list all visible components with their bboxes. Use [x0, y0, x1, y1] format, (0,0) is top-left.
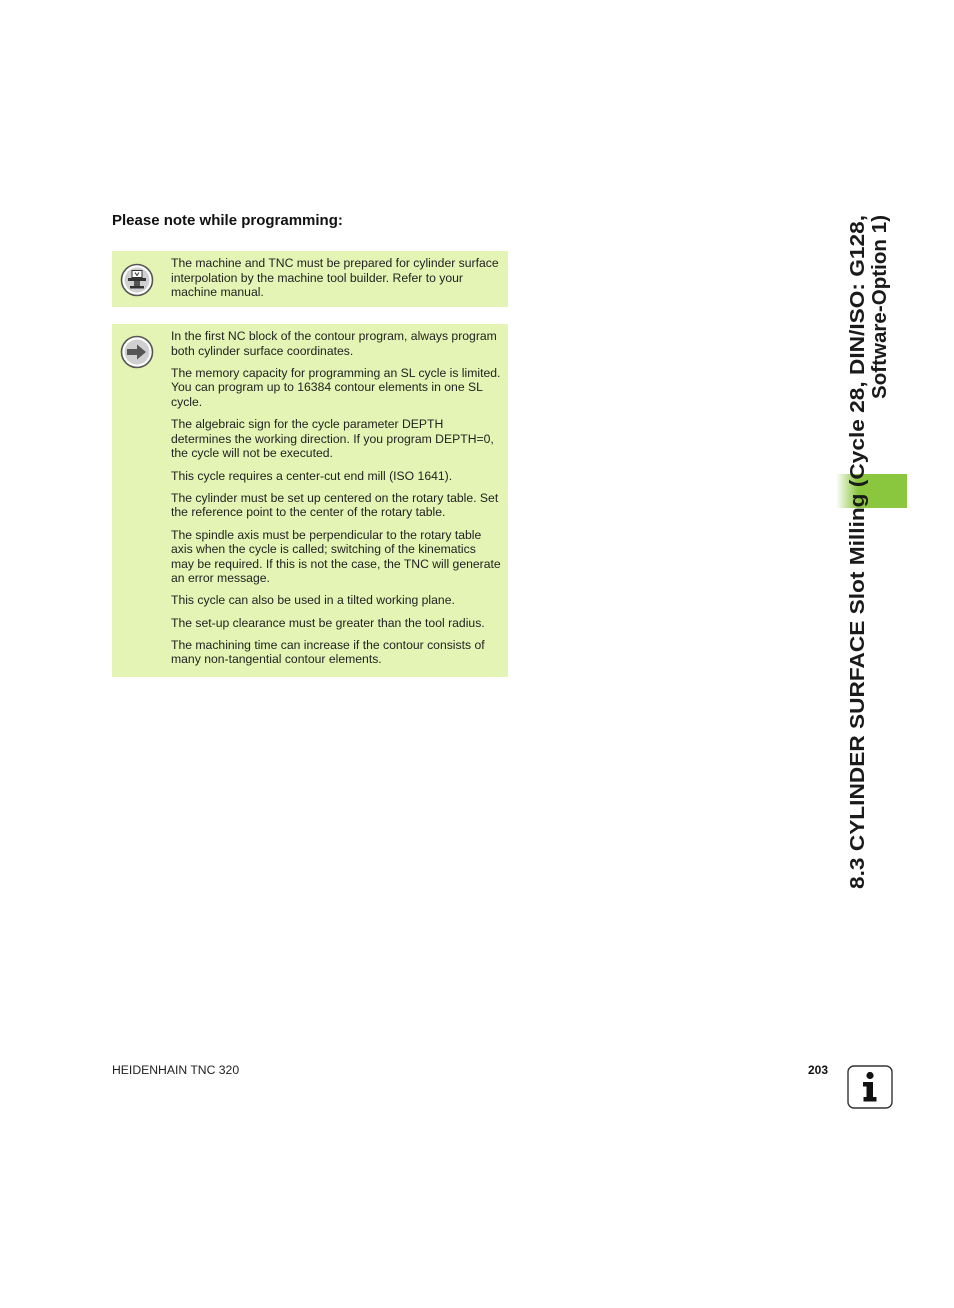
info-note-paragraph: The memory capacity for programming an SL cycle is limited. You can program up to 16384 contour elements in one SL cycle. — [171, 365, 501, 409]
info-note-paragraph: In the first NC block of the contour program, always program both cylinder surface coordinates. — [171, 329, 497, 358]
machine-note-text — [171, 256, 502, 307]
info-note-paragraph: The spindle axis must be perpendicular to the rotary table axis when the cycle is called; switching of the kinematics may be required. If this is not the case, the TNC will generate an error message. — [171, 527, 501, 586]
info-note-paragraph: The set-up clearance must be greater than the tool radius. — [171, 615, 485, 630]
info-note-paragraph: This cycle can also be used in a tilted working plane. — [171, 593, 455, 608]
side-title-line-1: 8.3 CYLINDER SURFACE Slot Milling (Cycle 28, DIN/ISO: G128, — [846, 279, 869, 889]
info-note-paragraph: The machining time can increase if the contour consists of many non-tangential contour elements. — [171, 637, 485, 667]
info-i-icon — [847, 1065, 893, 1109]
info-note-paragraph: This cycle requires a center-cut end mill (ISO 1641). — [171, 468, 453, 483]
info-note-text — [171, 329, 502, 675]
info-note-paragraph: The algebraic sign for the cycle parameter DEPTH determines the working direction. If you program DEPTH=0, the cycle will not be executed. — [171, 417, 494, 461]
side-title-line-2: Software-Option 1) — [868, 215, 891, 399]
side-chapter-title — [840, 210, 892, 890]
machine-note-box — [112, 251, 508, 307]
section-heading: Please note while programming: — [112, 212, 343, 229]
machine-note-paragraph: The machine and TNC must be prepared for cylinder surface interpolation by the machine tool builder. Refer to your machine manual. — [171, 256, 499, 300]
arrow-right-icon — [120, 335, 154, 369]
page-number: 203 — [808, 1063, 829, 1077]
info-note-paragraph: The cylinder must be set up centered on the rotary table. Set the reference point to the center of the rotary table. — [171, 490, 499, 520]
info-note-box — [112, 324, 508, 677]
machine-tool-builder-icon — [120, 263, 154, 297]
footer-product-name: HEIDENHAIN TNC 320 — [112, 1063, 240, 1077]
